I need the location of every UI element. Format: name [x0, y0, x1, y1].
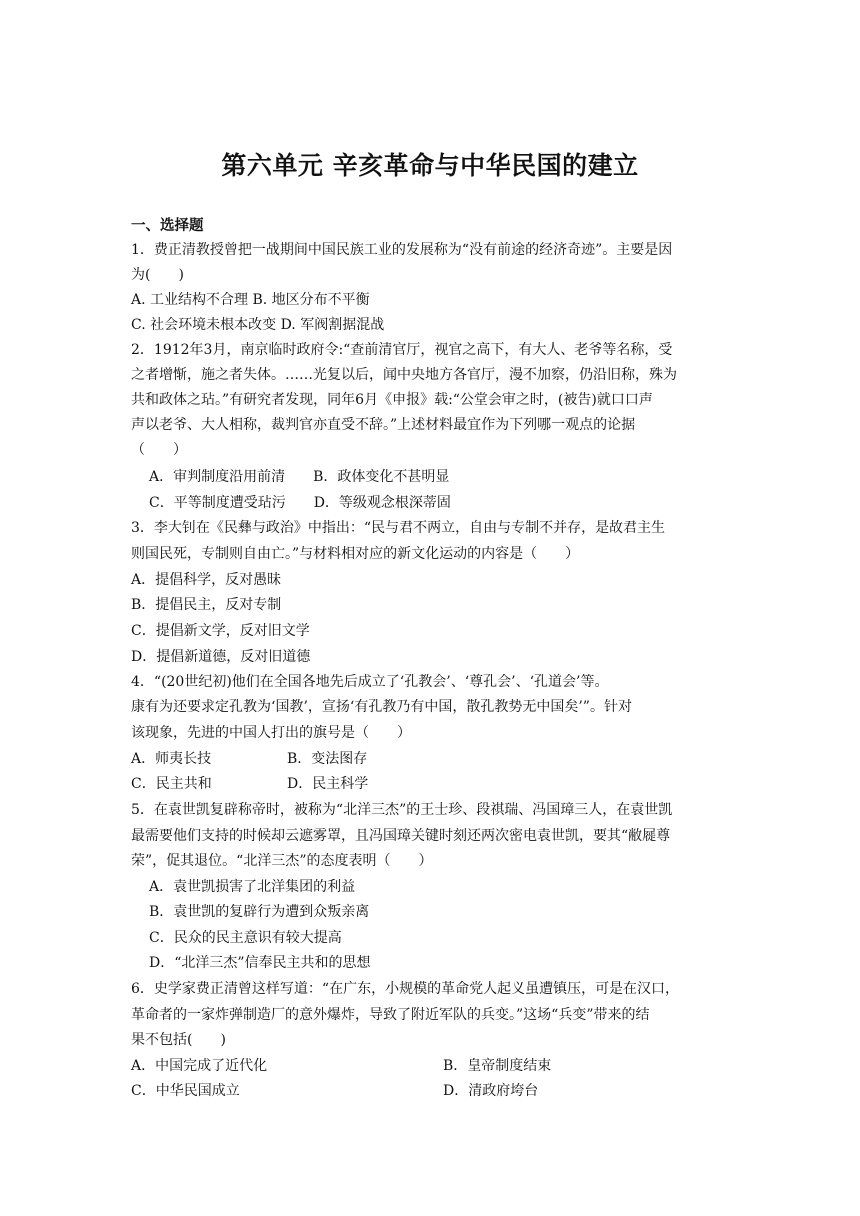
question-text-line: 为( )	[131, 267, 184, 283]
question-text-line: 康有为还要求定孔教为‘国教’，宣扬‘有孔教乃有中国，散孔教势无中国矣’”。针对	[131, 699, 632, 715]
answer-option: D．清政府垮台	[443, 1083, 539, 1099]
answer-option: C．中华民国成立	[131, 1083, 240, 1099]
question-text-line: 最需要他们支持的时候却云遮雾罩，且冯国璋关键时刻还两次密电袁世凯，要其“敝屣尊	[131, 828, 671, 844]
answer-option: C．平等制度遭受玷污 D．等级观念根深蒂固	[149, 495, 451, 511]
question-text-line: 共和政体之玷。”有研究者发现，同年6月《申报》载:“公堂会审之时，(被告)就口口声	[131, 392, 653, 408]
answer-option: C．民主共和	[131, 776, 212, 792]
question-text-line: 之者增惭，施之者失体。……光复以后，闻中央地方各官厅，漫不加察，仍沿旧称，殊为	[131, 367, 677, 383]
answer-option: A．提倡科学，反对愚昧	[131, 572, 282, 588]
answer-option: B．变法图存	[287, 751, 368, 767]
answer-option: D．提倡新道德，反对旧道德	[131, 649, 311, 665]
section-heading: 一、选择题	[131, 218, 204, 234]
question-text-line: 6．史学家费正清曾这样写道：“在广东，小规模的革命党人起义虽遭镇压，可是在汉口，	[131, 981, 680, 997]
answer-option: A. 工业结构不合理 B. 地区分布不平衡	[131, 292, 370, 308]
answer-option: B．提倡民主，反对专制	[131, 597, 282, 613]
question-text-line: 果不包括( )	[131, 1032, 226, 1048]
question-text-line: 3．李大钊在《民彝与政治》中指出：“民与君不两立，自由与专制不并存，是故君主生	[131, 520, 666, 536]
answer-option: B．皇帝制度结束	[443, 1058, 552, 1074]
question-text-line: 声以老爷、大人相称，裁判官亦直受不辞。”上述材料最宜作为下列哪一观点的论据	[131, 417, 636, 433]
answer-option: A．师夷长技	[131, 751, 212, 767]
question-text-line: 该现象，先进的中国人打出的旗号是（ ）	[131, 725, 411, 741]
answer-option: D．民主科学	[287, 776, 369, 792]
answer-option: A．中国完成了近代化	[131, 1058, 268, 1074]
answer-option: C．民众的民主意识有较大提高	[149, 930, 342, 946]
answer-option: C. 社会环境未根本改变 D. 军阀割据混战	[131, 317, 385, 333]
question-text-line: 1．费正清教授曾把一战期间中国民族工业的发展称为“没有前途的经济奇迹”。主要是因	[131, 242, 673, 258]
answer-option: B．袁世凯的复辟行为遭到众叛亲离	[149, 904, 370, 920]
question-text-line: 4．“(20世纪初)他们在全国各地先后成立了‘孔教会’、‘尊孔会’、‘孔道会’等。	[131, 674, 609, 690]
answer-option: A．袁世凯损害了北洋集团的利益	[149, 879, 356, 895]
question-text-line: 荣”，促其退位。“北洋三杰”的态度表明（ ）	[131, 853, 433, 869]
question-text-line: 则国民死，专制则自由亡。”与材料相对应的新文化运动的内容是（ ）	[131, 546, 580, 562]
answer-option: C．提倡新文学，反对旧文学	[131, 623, 310, 639]
answer-option: A．审判制度沿用前清 B．政体变化不甚明显	[149, 469, 450, 485]
question-text-line: （ ）	[131, 442, 187, 458]
question-text-line: 2．1912年3月，南京临时政府令:“查前清官厅，视官之高下，有大人、老爷等名称，受	[131, 342, 673, 358]
answer-option: D．“北洋三杰”信奉民主共和的思想	[149, 955, 371, 971]
question-text-line: 5．在袁世凯复辟称帝时，被称为“北洋三杰”的王士珍、段祺瑞、冯国璋三人，在袁世凯	[131, 802, 673, 818]
page-title: 第六单元 辛亥革命与中华民国的建立	[221, 151, 639, 180]
question-text-line: 革命者的一家炸弹制造厂的意外爆炸，导致了附近军队的兵变。”这场“兵变”带来的结	[131, 1007, 650, 1023]
